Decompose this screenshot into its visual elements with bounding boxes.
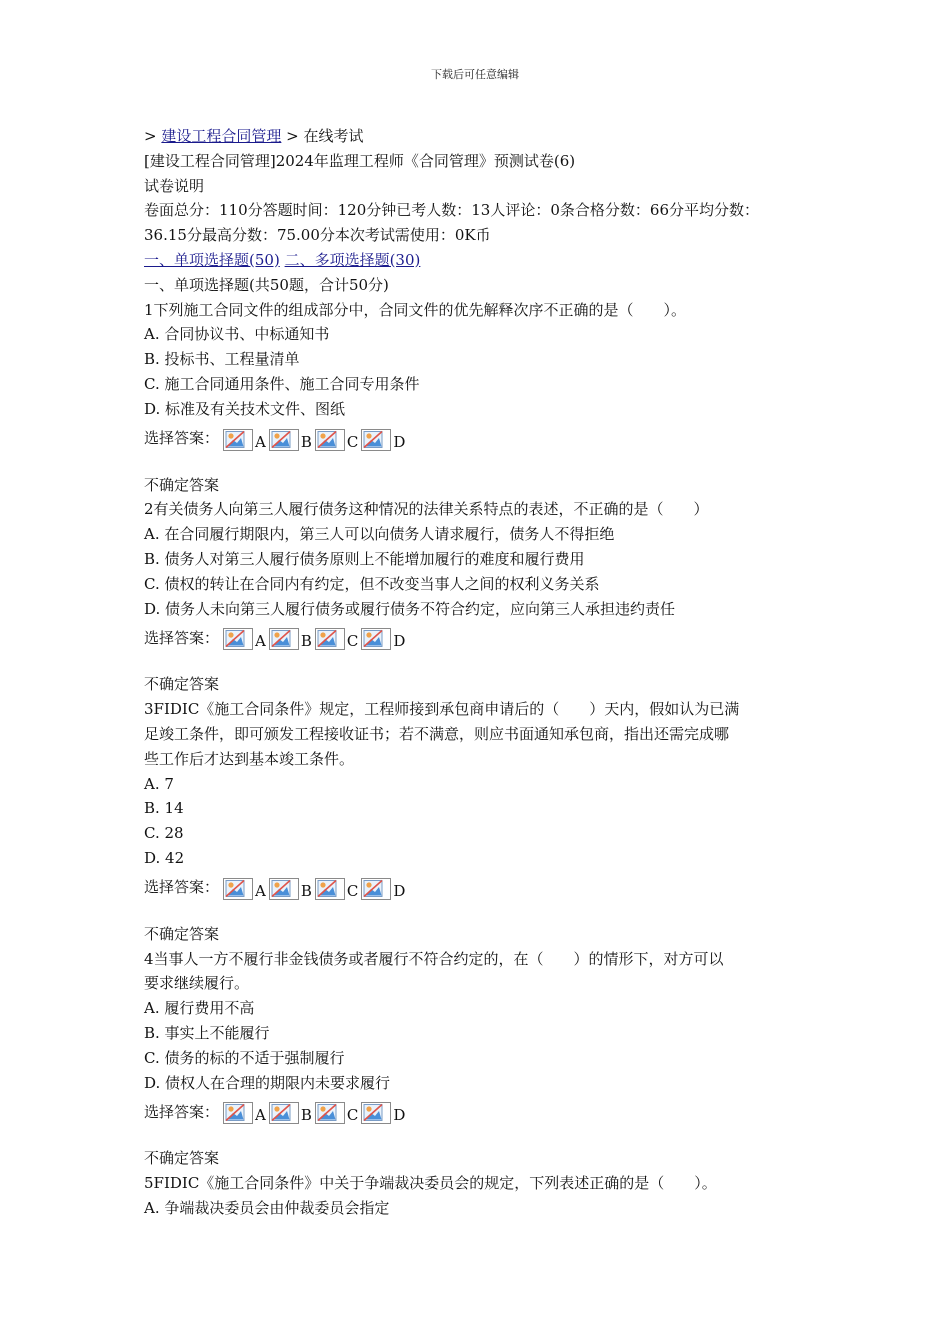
answer-option-letter: B bbox=[300, 432, 312, 451]
answer-option[interactable] bbox=[315, 628, 358, 650]
breadcrumb-separator: > bbox=[286, 127, 299, 145]
question-block bbox=[144, 298, 820, 498]
question-option: C. 施工合同通用条件、施工合同专用条件 bbox=[144, 374, 420, 393]
question-stem-line: 些工作后才达到基本竣工条件。 bbox=[144, 749, 355, 768]
answer-option-letter: B bbox=[300, 1106, 312, 1125]
breadcrumb-prefix: > bbox=[144, 127, 157, 145]
uncertain-answer-label: 不确定答案 bbox=[144, 475, 220, 494]
breadcrumb bbox=[144, 124, 820, 149]
spacer bbox=[144, 1124, 820, 1146]
broken-image-icon[interactable] bbox=[361, 628, 391, 650]
answer-option[interactable] bbox=[315, 1102, 358, 1124]
answer-option[interactable] bbox=[269, 628, 312, 650]
answer-option-letter: A bbox=[255, 432, 266, 451]
question-stem-line: 5FIDIC《施工合同条件》中关于争端裁决委员会的规定，下列表述正确的是（ ）。 bbox=[144, 1174, 717, 1193]
answer-option[interactable] bbox=[315, 878, 358, 900]
broken-image-icon[interactable] bbox=[361, 429, 391, 451]
question-stem-line: 3FIDIC《施工合同条件》规定，工程师接到承包商申请后的（ ）天内，假如认为已满 bbox=[144, 700, 740, 719]
uncertain-answer-label: 不确定答案 bbox=[144, 675, 220, 694]
breadcrumb-link-course[interactable]: 建设工程合同管理 bbox=[161, 127, 282, 145]
question-option: A. 7 bbox=[144, 774, 174, 793]
question-stem-line: 足竣工条件，即可颁发工程接收证书；若不满意，则应书面通知承包商，指出还需完成哪 bbox=[144, 724, 730, 743]
answer-option[interactable] bbox=[223, 878, 266, 900]
exam-stats-line2: 36.15分最高分数：75.00分本次考试需使用：0K币 bbox=[144, 226, 491, 245]
answer-row bbox=[144, 1097, 820, 1124]
question-stem-line: 2有关债务人向第三人履行债务这种情况的法律关系特点的表述，不正确的是（ ） bbox=[144, 500, 709, 519]
answer-option[interactable] bbox=[223, 628, 266, 650]
answer-option-letter: C bbox=[346, 1106, 359, 1125]
broken-image-icon[interactable] bbox=[315, 429, 345, 451]
answer-option[interactable] bbox=[269, 429, 312, 451]
answer-option-letter: B bbox=[300, 881, 312, 900]
answer-label: 选择答案： bbox=[144, 877, 220, 896]
broken-image-icon[interactable] bbox=[361, 1102, 391, 1124]
answer-row bbox=[144, 623, 820, 650]
answer-option[interactable] bbox=[361, 878, 405, 900]
spacer bbox=[144, 900, 820, 922]
broken-image-icon[interactable] bbox=[315, 1102, 345, 1124]
question-option: A. 合同协议书、中标通知书 bbox=[144, 325, 330, 344]
broken-image-icon[interactable] bbox=[361, 878, 391, 900]
answer-option-letter: D bbox=[393, 881, 406, 900]
answer-option[interactable] bbox=[361, 1102, 405, 1124]
answer-option-letter: D bbox=[393, 432, 406, 451]
question-option: D. 债权人在合理的期限内未要求履行 bbox=[144, 1073, 391, 1092]
answer-option[interactable] bbox=[361, 429, 405, 451]
question-option: D. 42 bbox=[144, 848, 185, 867]
question-block bbox=[144, 697, 820, 946]
question-option: B. 14 bbox=[144, 799, 184, 818]
broken-image-icon[interactable] bbox=[223, 628, 253, 650]
answer-option[interactable] bbox=[223, 429, 266, 451]
question-option: C. 28 bbox=[144, 824, 184, 843]
question-option: C. 债权的转让在合同内有约定，但不改变当事人之间的权利义务关系 bbox=[144, 574, 600, 593]
answer-option-letter: A bbox=[255, 1106, 266, 1125]
broken-image-icon[interactable] bbox=[223, 1102, 253, 1124]
answer-option[interactable] bbox=[223, 1102, 266, 1124]
answer-option-letter: C bbox=[346, 881, 359, 900]
answer-label: 选择答案： bbox=[144, 628, 220, 647]
answer-option-letter: D bbox=[393, 632, 406, 651]
broken-image-icon[interactable] bbox=[223, 429, 253, 451]
page-header-note: 下载后可任意编辑 bbox=[431, 68, 519, 81]
broken-image-icon[interactable] bbox=[269, 429, 299, 451]
section-link-single[interactable]: 一、单项选择题(50) bbox=[144, 250, 280, 269]
question-stem-line: 1下列施工合同文件的组成部分中，合同文件的优先解释次序不正确的是（ ）。 bbox=[144, 300, 687, 319]
answer-option-letter: B bbox=[300, 632, 312, 651]
section-link-multi[interactable]: 二、多项选择题(30) bbox=[284, 250, 421, 269]
spacer bbox=[144, 451, 820, 473]
answer-option[interactable] bbox=[315, 429, 358, 451]
answer-label: 选择答案： bbox=[144, 428, 220, 447]
question-option: D. 标准及有关技术文件、图纸 bbox=[144, 399, 346, 418]
exam-title: [建设工程合同管理]2024年监理工程师《合同管理》预测试卷(6) bbox=[144, 151, 576, 170]
answer-option[interactable] bbox=[269, 878, 312, 900]
question-option: A. 在合同履行期限内，第三人可以向债务人请求履行，债务人不得拒绝 bbox=[144, 525, 615, 544]
answer-option-letter: C bbox=[346, 432, 359, 451]
question-option: D. 债务人未向第三人履行债务或履行债务不符合约定，应向第三人承担违约责任 bbox=[144, 599, 676, 618]
question-stem-line: 4当事人一方不履行非金钱债务或者履行不符合约定的，在（ ）的情形下，对方可以 bbox=[144, 949, 724, 968]
uncertain-answer-label: 不确定答案 bbox=[144, 924, 220, 943]
answer-row bbox=[144, 873, 820, 900]
question-option: B. 事实上不能履行 bbox=[144, 1023, 270, 1042]
question-block bbox=[144, 947, 820, 1172]
question-option: A. 争端裁决委员会由仲裁委员会指定 bbox=[144, 1198, 390, 1217]
broken-image-icon[interactable] bbox=[269, 1102, 299, 1124]
question-list bbox=[144, 298, 820, 1221]
answer-option[interactable] bbox=[269, 1102, 312, 1124]
answer-row bbox=[144, 424, 820, 451]
question-block bbox=[144, 497, 820, 697]
broken-image-icon[interactable] bbox=[223, 878, 253, 900]
answer-option-letter: D bbox=[393, 1106, 406, 1125]
question-option: B. 债务人对第三人履行债务原则上不能增加履行的难度和履行费用 bbox=[144, 549, 585, 568]
question-option: A. 履行费用不高 bbox=[144, 999, 255, 1018]
question-option: C. 债务的标的不适于强制履行 bbox=[144, 1048, 345, 1067]
question-stem-line: 要求继续履行。 bbox=[144, 974, 250, 993]
answer-option[interactable] bbox=[361, 628, 405, 650]
question-option: B. 投标书、工程量清单 bbox=[144, 350, 300, 369]
answer-option-letter: A bbox=[255, 881, 266, 900]
exam-desc-heading: 试卷说明 bbox=[144, 176, 205, 195]
document-body bbox=[144, 124, 820, 1221]
question-block bbox=[144, 1171, 820, 1221]
answer-label: 选择答案： bbox=[144, 1102, 220, 1121]
answer-option-letter: C bbox=[346, 632, 359, 651]
broken-image-icon[interactable] bbox=[269, 878, 299, 900]
breadcrumb-current: 在线考试 bbox=[303, 127, 364, 145]
section-heading: 一、单项选择题(共50题，合计50分) bbox=[144, 275, 389, 294]
broken-image-icon[interactable] bbox=[315, 878, 345, 900]
exam-stats-line1: 卷面总分：110分答题时间：120分钟已考人数：13人评论：0条合格分数：66分平均分数： bbox=[144, 201, 759, 220]
section-links bbox=[144, 248, 820, 273]
answer-option-letter: A bbox=[255, 632, 266, 651]
spacer bbox=[144, 650, 820, 672]
broken-image-icon[interactable] bbox=[315, 628, 345, 650]
broken-image-icon[interactable] bbox=[269, 628, 299, 650]
uncertain-answer-label: 不确定答案 bbox=[144, 1149, 220, 1168]
